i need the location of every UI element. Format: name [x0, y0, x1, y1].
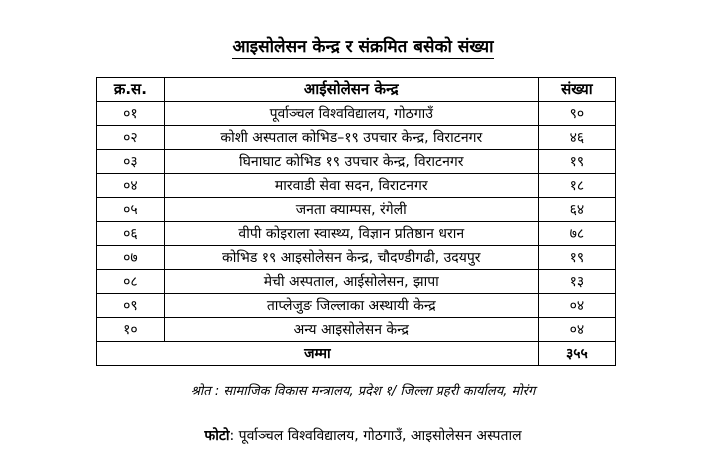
- cell-serial-number: ०३: [97, 150, 165, 174]
- cell-count: ७८: [538, 222, 615, 246]
- cell-serial-number: ०५: [97, 198, 165, 222]
- cell-serial-number: ०६: [97, 222, 165, 246]
- table-row: [97, 294, 616, 318]
- photo-caption-text: : पूर्वाञ्चल विश्वविद्यालय, गोठगाउँ, आइसोलेसन अस्पताल: [229, 428, 522, 444]
- cell-center-name: घिनाघाट कोभिड १९ उपचार केन्द्र, विराटनगर: [164, 150, 538, 174]
- cell-serial-number: ०८: [97, 270, 165, 294]
- photo-caption-label: फोटो: [204, 428, 230, 444]
- cell-serial-number: १०: [97, 318, 165, 342]
- cell-center-name: पूर्वाञ्चल विश्वविद्यालय, गोठगाउँ: [164, 102, 538, 126]
- header-center-name: आईसोलेसन केन्द्र: [164, 78, 538, 102]
- table-header-row: [97, 78, 616, 102]
- isolation-centers-table: [96, 77, 616, 366]
- cell-center-name: ताप्लेजुङ जिल्लाका अस्थायी केन्द्र: [164, 294, 538, 318]
- source-note: श्रोत : सामाजिक विकास मन्त्रालय, प्रदेश १/ जिल्ला प्रहरी कार्यालय, मोरंग: [190, 384, 536, 399]
- cell-center-name: कोशी अस्पताल कोभिड–१९ उपचार केन्द्र, विराटनगर: [164, 126, 538, 150]
- cell-count: १८: [538, 174, 615, 198]
- table-row: [97, 126, 616, 150]
- header-serial-number: क्र.स.: [97, 78, 165, 102]
- cell-serial-number: ०९: [97, 294, 165, 318]
- cell-center-name: वीपी कोइराला स्वास्थ्य, विज्ञान प्रतिष्ठान धरान: [164, 222, 538, 246]
- cell-count: १३: [538, 270, 615, 294]
- cell-center-name: अन्य आइसोलेसन केन्द्र: [164, 318, 538, 342]
- table-row: [97, 150, 616, 174]
- cell-center-name: कोभिड १९ आइसोलेसन केन्द्र, चौदण्डीगढी, उदयपुर: [164, 246, 538, 270]
- photo-caption: [0, 426, 726, 445]
- table-total-row: [97, 342, 616, 366]
- table-row: [97, 222, 616, 246]
- cell-count: ०४: [538, 294, 615, 318]
- table-row: [97, 174, 616, 198]
- page-title-text: आइसोलेसन केन्द्र र संक्रमित बसेको संख्या: [232, 37, 494, 57]
- total-value: ३५५: [538, 342, 615, 366]
- cell-serial-number: ०४: [97, 174, 165, 198]
- table-row: [97, 270, 616, 294]
- total-label: जम्मा: [97, 342, 539, 366]
- cell-count: ४६: [538, 126, 615, 150]
- cell-count: १९: [538, 246, 615, 270]
- table-row: [97, 102, 616, 126]
- cell-count: ६४: [538, 198, 615, 222]
- cell-center-name: जनता क्याम्पस, रंगेली: [164, 198, 538, 222]
- cell-serial-number: ०१: [97, 102, 165, 126]
- cell-center-name: मेची अस्पताल, आईसोलेसन, झापा: [164, 270, 538, 294]
- cell-serial-number: ०२: [97, 126, 165, 150]
- table-row: [97, 318, 616, 342]
- header-count: संख्या: [538, 78, 615, 102]
- page-title: [0, 34, 726, 57]
- cell-count: १९: [538, 150, 615, 174]
- cell-count: ९०: [538, 102, 615, 126]
- table-row: [97, 198, 616, 222]
- cell-count: ०४: [538, 318, 615, 342]
- cell-center-name: मारवाडी सेवा सदन, विराटनगर: [164, 174, 538, 198]
- cell-serial-number: ०७: [97, 246, 165, 270]
- table-row: [97, 246, 616, 270]
